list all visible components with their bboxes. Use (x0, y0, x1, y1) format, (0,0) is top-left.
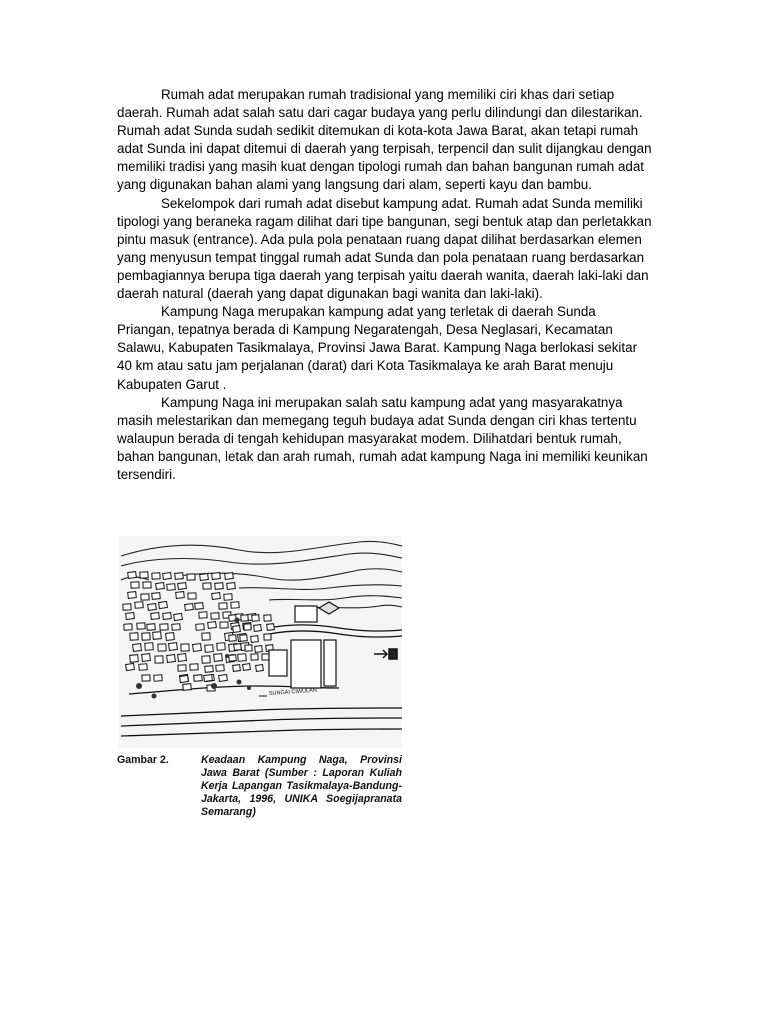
house-block (139, 664, 147, 671)
kampung-naga-site-plan (119, 536, 402, 748)
house-block (169, 643, 178, 651)
house-block (178, 583, 187, 590)
house-block (131, 582, 139, 588)
house-block (175, 573, 183, 580)
paragraph-kampung-naga-keunikan: Kampung Naga ini merupakan salah satu kampung adat yang masyarakatnya masih melestarikan dan memegang teguh budaya adat Sunda dengan ciri khas tertentu walaupun berada di tengah kehidupan masyarakat modem. Dilihatdari bentuk rumah, bahan bangunan, letak dan arah rumah, rumah adat kampung Naga ini memiliki keunikan tersendiri. (117, 394, 648, 482)
house-block (124, 624, 132, 630)
house-block (233, 626, 241, 633)
house-block (188, 593, 196, 599)
house-block (195, 603, 203, 610)
house-block (166, 633, 175, 641)
house-block (137, 623, 145, 629)
house-block (233, 665, 241, 672)
house-block (180, 675, 189, 682)
house-block (178, 665, 186, 671)
house-block (123, 604, 131, 610)
house-block (187, 574, 195, 580)
house-block (167, 584, 175, 591)
paragraph-rumah-adat: Rumah adat merupakan rumah tradisional yang memiliki ciri khas dari setiap daerah. Rumah adat salah satu dari cagar budaya yang perlu dilindungi dan dilestarikan. Rumah adat Sunda sudah sedikit ditemukan di kota-kota Jawa Barat, akan tetapi rumah adat Sunda ini dapat ditemui di daerah yang terpisah, terpencil dan sulit dijangkau dengan memiliki tradisi yang masih kuat dengan tipologi rumah dan bahan bangunan rumah adat yang digunakan bahan alami yang langsung dari alam, seperti kayu dan bambu. (117, 87, 652, 193)
house-block (154, 675, 162, 682)
house-block (152, 573, 160, 579)
house-block (133, 644, 142, 652)
house-block (205, 645, 213, 653)
house-block (219, 675, 228, 682)
house-block (219, 603, 227, 609)
house-block (229, 655, 237, 662)
house-block (167, 655, 176, 663)
house-block (153, 632, 162, 640)
house-block (135, 602, 143, 609)
house-block (145, 643, 153, 651)
house-block (244, 624, 251, 630)
house-block (200, 574, 209, 581)
house-block (196, 624, 204, 631)
house-block (183, 684, 191, 691)
house-block (238, 654, 246, 662)
house-block (147, 624, 155, 631)
house-block (252, 615, 259, 622)
paragraph-kampung-adat: Sekelompok dari rumah adat disebut kampung adat. Rumah adat Sunda memiliki tipologi yang beraneka ragam dilihat dari tipe bangunan, segi bentuk atap dan perletakkan pintu masuk (entrance). Ada pula pola penataan ruang dapat dilihat berdasarkan elemen yang menyusun tempat tinggal rumah adat Sunda dan pola penataan ruang berdasarkan pembagiannya berupa tiga daerah yang terpisah yaitu daerah wanita, daerah laki-laki dan daerah natural (daerah yang dapat digunakan bagi wanita dan laki-laki). (117, 195, 652, 302)
house-block (185, 604, 194, 611)
house-block (141, 594, 149, 600)
house-block (212, 593, 221, 600)
house-block (231, 602, 239, 609)
house-block (203, 583, 211, 589)
house-block (128, 572, 137, 579)
house-block (174, 613, 183, 620)
house-block (208, 622, 217, 629)
house-block (241, 615, 248, 621)
house-block (202, 656, 210, 663)
house-block (234, 644, 242, 651)
house-block (143, 582, 151, 588)
house-block (160, 624, 168, 630)
house-block (126, 663, 135, 670)
house-block (128, 592, 137, 599)
house-block (181, 644, 189, 651)
house-block (251, 636, 258, 643)
house-block (217, 643, 225, 651)
house-block (212, 573, 221, 580)
house-block (142, 675, 150, 681)
house-block (140, 572, 148, 578)
caption-label: Gambar 2. (117, 754, 169, 766)
house-block (220, 622, 228, 628)
house-block (193, 644, 202, 652)
house-block (267, 624, 275, 631)
house-block (224, 594, 232, 601)
house-block (262, 654, 269, 660)
house-block (156, 583, 165, 590)
house-block (240, 635, 247, 642)
body-text (117, 86, 652, 484)
house-block (126, 613, 135, 620)
house-block (142, 633, 150, 640)
house-block (190, 664, 198, 670)
house-block (254, 625, 262, 632)
house-block (214, 654, 223, 662)
house-block (264, 634, 271, 640)
figure-kampung-naga (117, 532, 404, 822)
house-block (229, 635, 236, 641)
house-block (202, 633, 210, 640)
house-block (251, 654, 258, 660)
house-block (158, 644, 166, 651)
river-label: SUNGAI CIWULAN (268, 687, 318, 697)
house-block (194, 675, 202, 682)
house-block (163, 573, 172, 580)
house-block (148, 604, 157, 611)
house-block (176, 592, 185, 599)
house-block (142, 654, 151, 662)
house-block (227, 583, 236, 590)
house-block (216, 665, 224, 672)
house-block (155, 656, 163, 663)
house-block (255, 646, 263, 653)
house-block (215, 583, 223, 590)
house-block (205, 666, 213, 673)
house-block (243, 664, 251, 671)
house-block (159, 601, 168, 608)
house-block (178, 654, 187, 662)
house-block (204, 675, 213, 682)
house-block (264, 615, 271, 621)
house-block (130, 655, 139, 663)
house-block (130, 633, 138, 640)
house-block (172, 624, 180, 631)
house-block (245, 645, 252, 651)
house-block (211, 613, 219, 619)
house-block (152, 593, 160, 600)
house-block (225, 573, 234, 580)
house-block (151, 613, 160, 620)
house-block (163, 613, 172, 620)
house-block (199, 612, 207, 619)
caption-text: Keadaan Kampung Naga, Provinsi Jawa Barat (Sumber : Laporan Kuliah Kerja Lapangan Tasikmalaya-Bandung-Jakarta, 1996, UNIKA Soegijapranata Semarang) (201, 754, 402, 818)
paragraph-kampung-naga-lokasi: Kampung Naga merupakan kampung adat yang terletak di daerah Sunda Priangan, tepatnya berada di Kampung Negaratengah, Desa Neglasari, Kecamatan Salawu, Kabupaten Tasikmalaya, Provinsi Jawa Barat. Kampung Naga berlokasi sekitar 40 km atau satu jam perjalanan (darat) dari Kota Tasikmalaya ke arah Barat menuju Kabupaten Garut . (117, 304, 638, 392)
house-block (256, 665, 264, 672)
